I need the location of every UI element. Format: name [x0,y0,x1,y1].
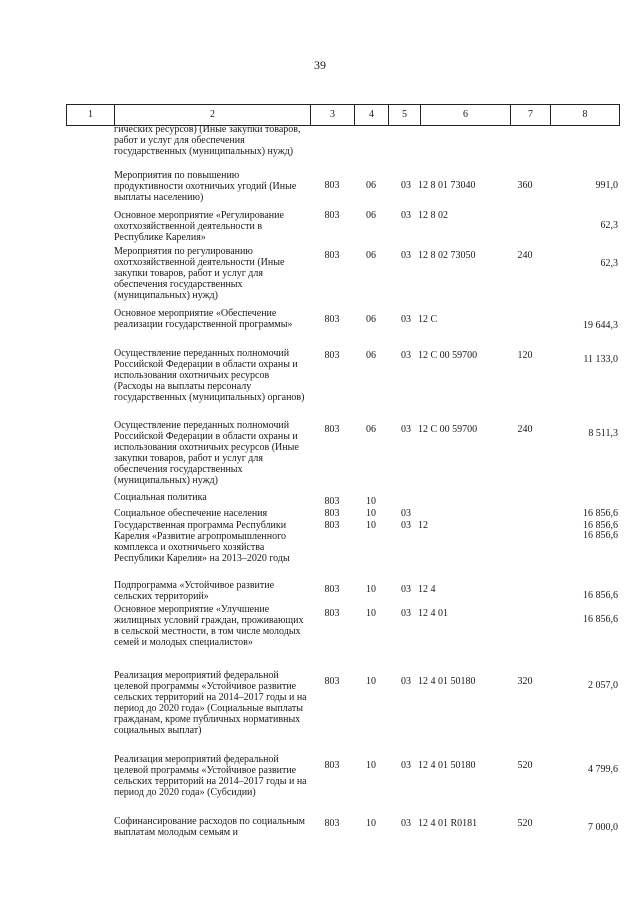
row-target-code: 12 4 01 50180 [418,760,476,771]
row-expense-type: 120 [517,350,533,361]
row-description: Реализация мероприятий федеральной целевой программы «Устойчивое развитие сельских территорий на 2014–2017 годы и на период до 2020 года» (Субсидии) [114,754,307,798]
row-section: 10 [366,608,376,619]
header-col-7: 7 [510,105,550,125]
row-category: 803 [324,250,340,261]
row-subsection: 03 [401,424,411,435]
row-expense-type: 240 [517,250,533,261]
row-subsection: 03 [401,676,411,687]
row-amount: 7 000,0 [588,822,618,833]
row-subsection: 03 [401,250,411,261]
row-category: 803 [324,180,340,191]
header-col-2: 2 [114,105,310,125]
row-subsection: 03 [401,520,411,531]
row-target-code: 12 С [418,314,438,325]
row-section: 10 [366,584,376,595]
row-section: 10 [366,818,376,829]
row-category: 803 [324,350,340,361]
row-category: 803 [324,314,340,325]
row-expense-type: 360 [517,180,533,191]
row-description: Подпрограмма «Устойчивое развитие сельских территорий» [114,580,275,602]
header-col-5: 5 [388,105,420,125]
header-col-4: 4 [354,105,388,125]
header-col-6: 6 [420,105,510,125]
row-subsection: 03 [401,818,411,829]
row-category: 803 [324,508,340,519]
row-expense-type: 320 [517,676,533,687]
row-target-code: 12 8 02 [418,210,448,221]
row-description: Мероприятия по регулированию охотхозяйственной деятельности (Иные закупки товаров, работ и услуг для обеспечения государственных (муниципальных) нужд) [114,246,285,301]
row-target-code: 12 4 [418,584,436,595]
row-section: 06 [366,314,376,325]
row-subsection: 03 [401,180,411,191]
row-description: Софинансирование расходов по социальным выплатам молодым семьям и [114,816,305,838]
row-subsection: 03 [401,508,411,519]
header-col-8: 8 [550,105,620,125]
row-description: Осуществление переданных полномочий Российской Федерации в области охраны и использования охотничьих ресурсов (Расходы на выплаты персоналу государственных (муниципальных) органов) [114,348,305,403]
row-target-code: 12 8 01 73040 [418,180,476,191]
row-subsection: 03 [401,584,411,595]
row-expense-type: 520 [517,818,533,829]
row-amount: 4 799,6 [588,764,618,775]
table-header [66,104,620,126]
row-amount: 19 644,3 [583,320,618,331]
row-subsection: 03 [401,314,411,325]
row-description: Государственная программа Республики Карелия «Развитие агропромышленного комплекса и охотничьего хозяйства Республики Карелия» на 2013–2020 годы [114,520,290,564]
row-category: 803 [324,818,340,829]
row-target-code: 12 С 00 59700 [418,424,478,435]
header-col-1: 1 [66,105,114,125]
row-section: 10 [366,676,376,687]
row-description: Социальное обеспечение населения [114,508,268,519]
row-description: Реализация мероприятий федеральной целевой программы «Устойчивое развитие сельских территорий на 2014–2017 годы и на период до 2020 года» (Социальные выплаты гражданам, кроме публичных нормативных социальных выплат) [114,670,307,736]
row-section: 10 [366,760,376,771]
row-target-code: 12 4 01 [418,608,448,619]
row-category: 803 [324,584,340,595]
header-col-3: 3 [310,105,354,125]
row-expense-type: 240 [517,424,533,435]
row-target-code: 12 С 00 59700 [418,350,478,361]
row-amount: 16 856,6 [583,530,618,541]
row-category: 803 [324,210,340,221]
row-category: 803 [324,520,340,531]
row-amount: 991,0 [595,180,618,191]
row-description: Основное мероприятие «Обеспечение реализации государственной программы» [114,308,293,330]
row-description: Осуществление переданных полномочий Российской Федерации в области охраны и использования охотничьих ресурсов (Иные закупки товаров, работ и услуг для обеспечения государственных (муниципальных) нужд) [114,420,299,486]
row-amount: 2 057,0 [588,680,618,691]
row-description: Основное мероприятие «Регулирование охотхозяйственной деятельности в Республике Карелия» [114,210,284,243]
row-section: 06 [366,250,376,261]
row-description: Социальная политика [114,492,207,503]
row-section: 10 [366,520,376,531]
row-section: 06 [366,424,376,435]
row-amount: 16 856,6 [583,508,618,519]
row-description: Мероприятия по повышению продуктивности охотничьих угодий (Иные выплаты населению) [114,170,297,203]
row-category: 803 [324,496,340,507]
row-amount: 16 856,6 [583,614,618,625]
row-description: Основное мероприятие «Улучшение жилищных условий граждан, проживающих в сельской местности, в том числе молодых семей и молодых специалистов» [114,604,304,648]
row-category: 803 [324,424,340,435]
row-category: 803 [324,676,340,687]
row-section: 10 [366,496,376,507]
row-section: 06 [366,180,376,191]
row-amount: 62,3 [600,220,618,231]
row-section: 06 [366,210,376,221]
row-amount: 11 133,0 [583,354,618,365]
row-expense-type: 520 [517,760,533,771]
row-amount: 16 856,6 [583,520,618,531]
row-section: 06 [366,350,376,361]
row-amount: 8 511,3 [588,428,618,439]
row-target-code: 12 [418,520,428,531]
page-number: 39 [314,58,326,72]
row-target-code: 12 4 01 50180 [418,676,476,687]
row-target-code: 12 8 02 73050 [418,250,476,261]
row-description: гических ресурсов) (Иные закупки товаров, работ и услуг для обеспечения государственных (муниципальных) нужд) [114,124,301,157]
row-category: 803 [324,760,340,771]
row-amount: 62,3 [600,258,618,269]
row-section: 10 [366,508,376,519]
row-subsection: 03 [401,608,411,619]
row-amount: 16 856,6 [583,590,618,601]
row-target-code: 12 4 01 R0181 [418,818,478,829]
row-subsection: 03 [401,210,411,221]
row-subsection: 03 [401,760,411,771]
row-subsection: 03 [401,350,411,361]
row-category: 803 [324,608,340,619]
